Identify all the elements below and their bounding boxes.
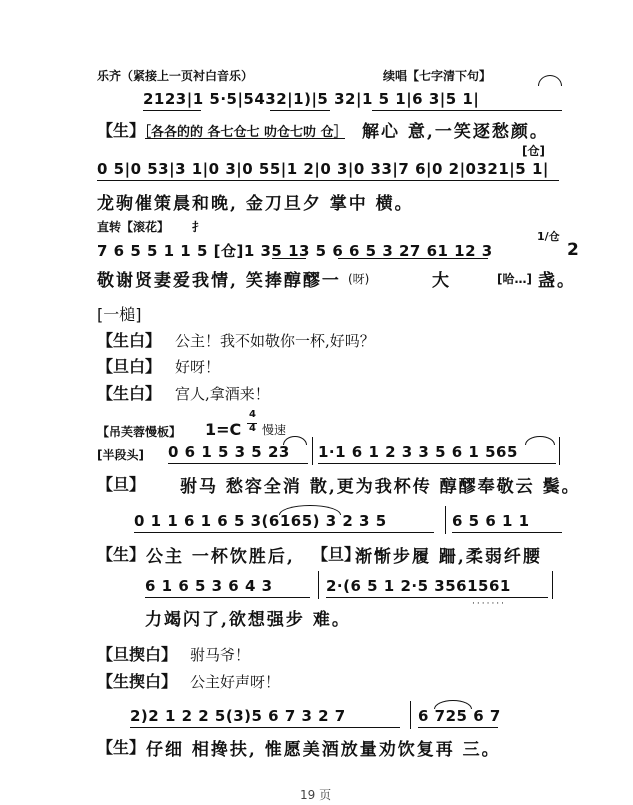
lyric-da: 大 [432, 271, 451, 291]
lyric-line-2: 龙驹催策晨和晚, 金刀旦夕 掌中 横。 [97, 194, 414, 214]
beam [130, 727, 400, 728]
barline [559, 437, 560, 465]
beam [338, 258, 488, 259]
role-sheng-3: 【生】 [97, 738, 146, 757]
lyric-line-6: 力竭闪了,欲想强步 难。 [145, 610, 351, 630]
role-sheng: 【生】 [97, 121, 146, 140]
beam [97, 180, 559, 181]
beam [418, 727, 498, 728]
lyric-small: (呀) [348, 272, 370, 286]
slur-mark [279, 505, 341, 515]
percussion-pattern: ［各各的的 各七仓七 叻仓七叻 仓］ [138, 125, 347, 140]
notation-line-3: 7 6 5 5 1 1 5 [仓]1 35 13 5 6 6 5 3 27 61 12 3 [97, 242, 493, 260]
notation-line-5b: 6 5 6 1 1 [452, 512, 530, 530]
low-octave-dots: ······· [472, 599, 507, 609]
notation-line-5a: 0 1 1 6 1 6 5 3(6165) 3 2 3 5 [134, 512, 387, 530]
dialog-text-3: 宫人,拿酒来！ [175, 385, 270, 403]
intro-music-label: 乐齐（紧接上一页衬白音乐） [97, 69, 254, 83]
lyric-end: 盏。 [538, 271, 576, 291]
dialog-text-1: 公主！我不如敬你一杯,好吗？ [175, 332, 375, 350]
dialog-role-3: 【生白】 [97, 384, 162, 403]
beam [318, 463, 556, 464]
lyric-line-3: 敬谢贤妻爱我情, 笑捧醇醪一 [97, 271, 341, 291]
time-bottom: 4 [249, 423, 256, 434]
gunhua-label: 直转【滚花】 [97, 220, 170, 234]
slur-mark [434, 700, 472, 709]
notation-line-6b: 2·(6 5 1 2·5 3561561 [326, 577, 511, 595]
dialog-role-1: 【生白】 [97, 331, 162, 350]
last-note: 2 [567, 240, 580, 260]
notation-line-2: 0 5|0 53|3 1|0 3|0 55|1 2|0 3|0 33|7 6|0 2|0321|5 1| [97, 160, 549, 178]
underline [145, 138, 345, 139]
notation-line-1: 2123|1 5·5|5432|1)|5 32|1 5 1|6 3|5 1| [143, 90, 480, 108]
barline [445, 506, 446, 534]
beam [270, 110, 330, 111]
fraction-mark: 1/仓 [537, 230, 560, 243]
beam [134, 532, 434, 533]
yichui-mark: [一槌] [97, 305, 142, 324]
lyric-line-7: 仔细 相搀扶, 惟愿美酒放量劝饮复再 三。 [146, 740, 501, 760]
beam [272, 258, 306, 259]
dialog2-text-2: 公主好声呀！ [190, 673, 281, 691]
slur-mark [538, 75, 562, 86]
beam [168, 463, 308, 464]
tune-label-qizi: 续唱【七字清下句】 [383, 69, 492, 83]
beam [145, 597, 310, 598]
tune-label-fuorong: 【吊芙蓉慢板】 [97, 425, 182, 439]
role-dan-2: 【旦】 [312, 545, 361, 564]
slur-mark [283, 436, 307, 445]
key-signature: 1=C [205, 420, 242, 439]
beam [326, 597, 548, 598]
beam [143, 110, 201, 111]
lyric-line-5a: 公主 一杯饮胜后, [146, 547, 295, 567]
barline [552, 571, 553, 599]
dialog2-role-2: 【生揳白】 [97, 672, 178, 691]
beam [452, 532, 562, 533]
lyric-ha: [哈…] [497, 272, 532, 286]
dialog2-role-1: 【旦揳白】 [97, 645, 178, 664]
notation-line-4b: 1·1 6 1 2 3 3 5 6 1 565 [318, 443, 518, 461]
role-dan: 【旦】 [97, 475, 146, 494]
dialog-text-2: 好呀！ [175, 358, 221, 376]
lyric-line-1: 解心 意,一笑逐愁颜。 [362, 122, 549, 142]
dialog-role-2: 【旦白】 [97, 357, 162, 376]
lyric-line-5b: 渐惭步履 跚,柔弱纤腰 [355, 547, 542, 567]
notation-line-7b: 6 725 6 7 [418, 707, 501, 725]
barline [410, 701, 411, 729]
notation-line-4a: 0 6 1 5 3 5 23 [168, 443, 290, 461]
slur-mark [525, 436, 555, 445]
time-top: 4 [249, 409, 256, 420]
notation-line-7a: 2)2 1 2 2 5(3)5 6 7 3 2 7 [130, 707, 346, 725]
role-sheng-2: 【生】 [97, 545, 146, 564]
page-number: 19 页 [300, 788, 332, 802]
tremolo-mark: 扌 [192, 220, 205, 234]
cang-mark: [仓] [522, 144, 545, 158]
beam [372, 110, 562, 111]
barline [312, 437, 313, 465]
intro-label: [半段头] [97, 448, 144, 462]
lyric-line-4: 驸马 愁容全消 散,更为我杯传 醇醪奉敬云 鬓。 [180, 477, 581, 497]
barline [318, 571, 319, 599]
tempo-marking: 慢速 [262, 423, 287, 437]
notation-line-6a: 6 1 6 5 3 6 4 3 [145, 577, 273, 595]
dialog2-text-1: 驸马爷！ [190, 646, 251, 664]
